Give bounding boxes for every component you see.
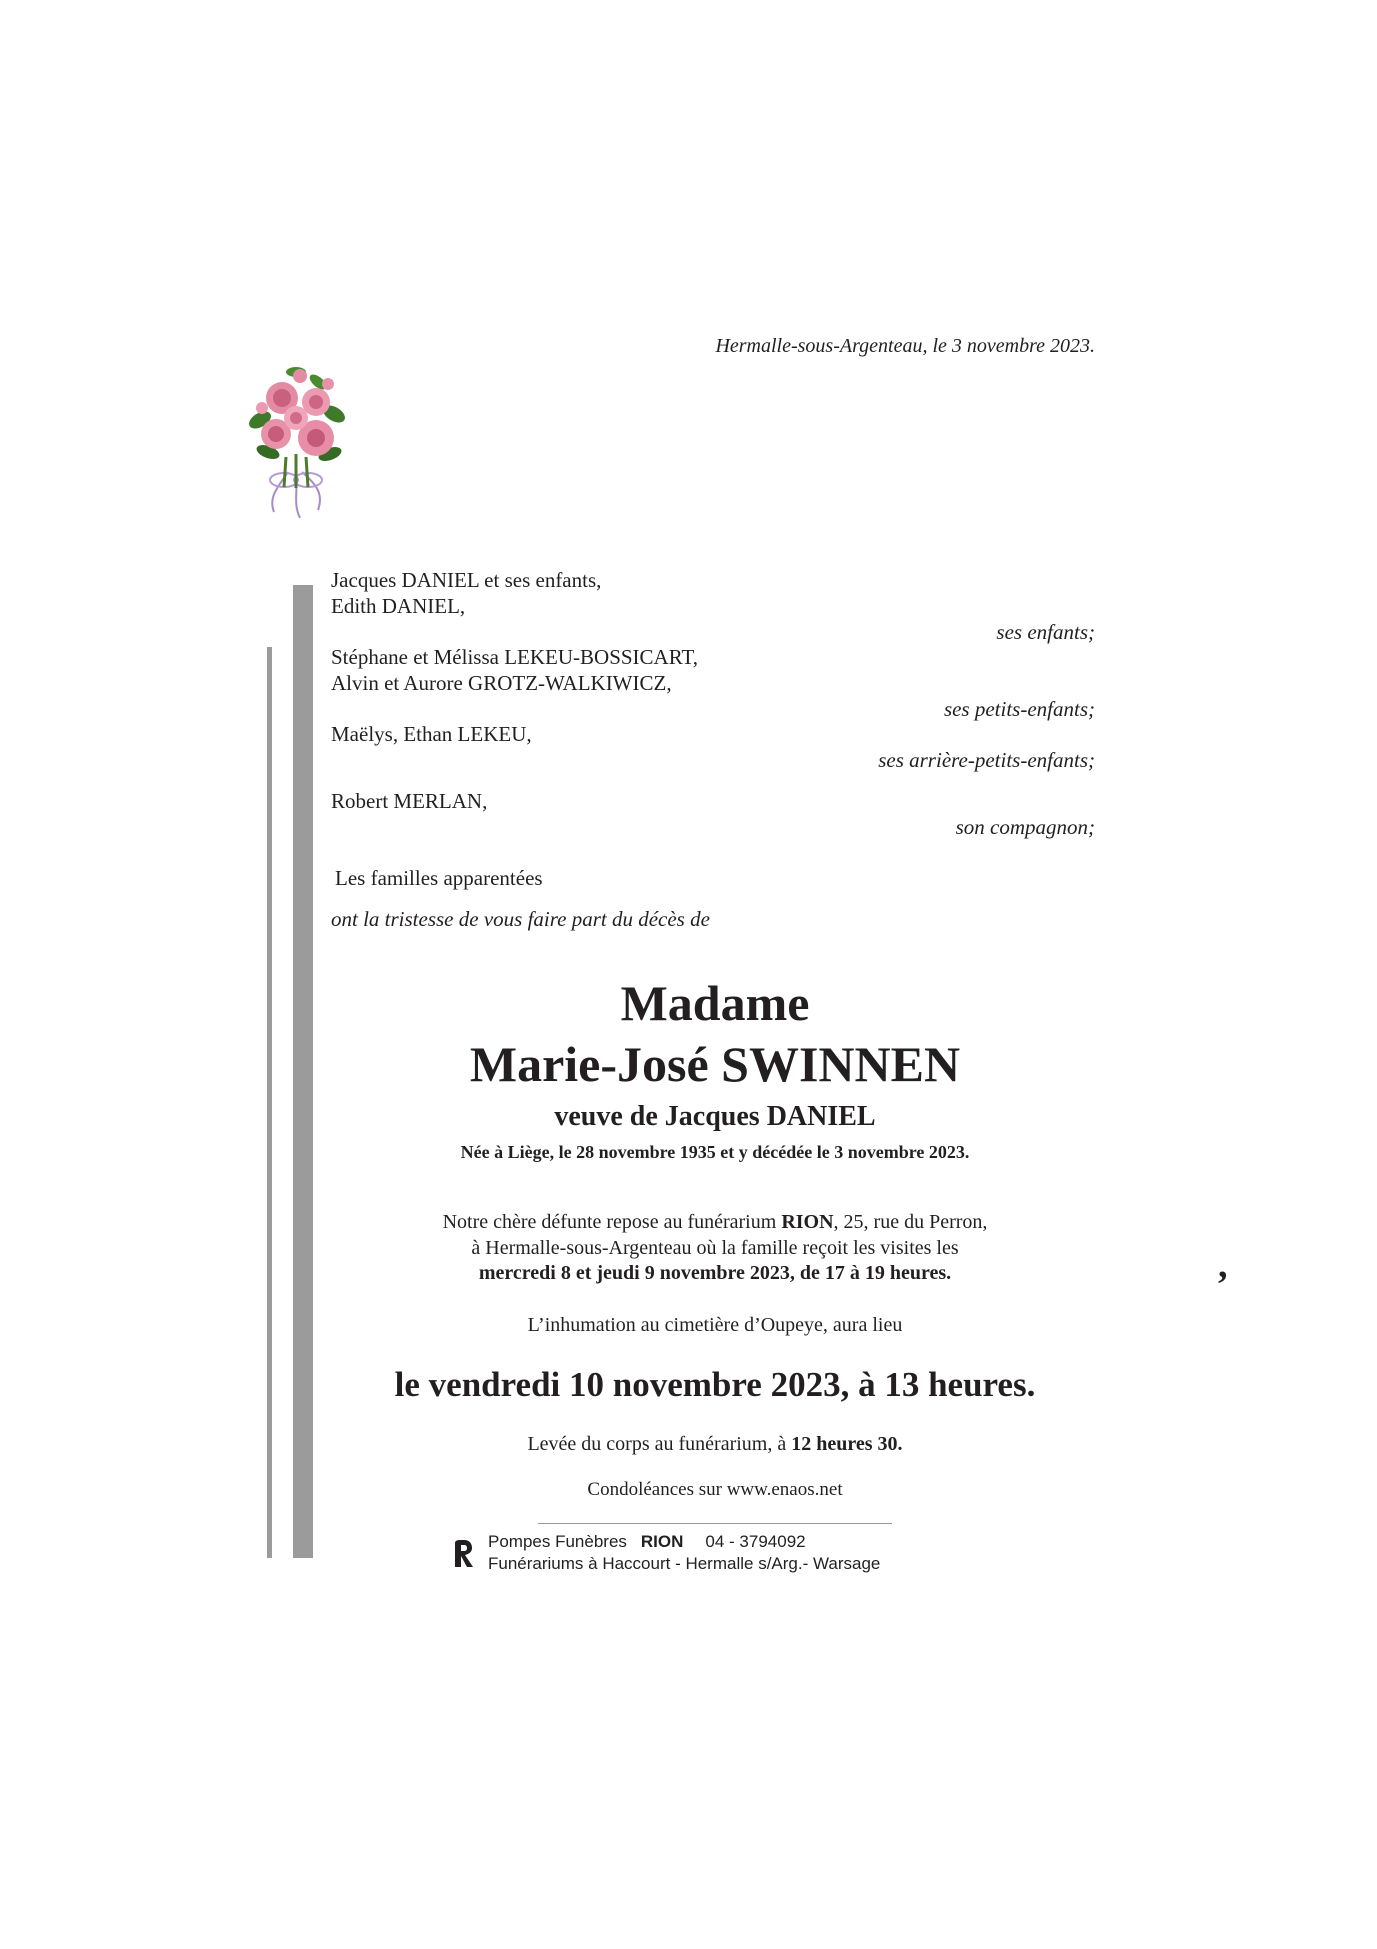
- rion-logo-icon: [452, 1539, 476, 1569]
- announcement: ont la tristesse de vous faire part du décès de: [331, 907, 710, 931]
- stray-comma: ,: [1218, 1244, 1228, 1286]
- burial-intro: L’inhumation au cimetière d’Oupeye, aura lieu: [527, 1314, 903, 1336]
- role-greatgrandchildren: ses arrière-petits-enfants;: [878, 748, 1095, 772]
- family-line-1: Jacques DANIEL et ses enfants,: [331, 568, 602, 592]
- role-children: ses enfants;: [996, 620, 1095, 644]
- deceased-title: Madame: [620, 975, 810, 1031]
- place-date: Hermalle-sous-Argenteau, le 3 novembre 2023.: [715, 335, 1095, 357]
- family-line-4: Alvin et Aurore GROTZ-WALKIWICZ,: [331, 671, 672, 695]
- burial-date: le vendredi 10 novembre 2023, à 13 heures.: [394, 1365, 1036, 1404]
- deceased-name: Marie-José SWINNEN: [469, 1036, 961, 1092]
- rose-bouquet-icon: [238, 362, 356, 522]
- funeral-home-line-1: Pompes Funèbres RION 04 - 3794092: [488, 1532, 806, 1551]
- visit-line-1: Notre chère défunte repose au funérarium RION, 25, rue du Perron,: [442, 1211, 988, 1233]
- footer-separator: [538, 1523, 892, 1524]
- family-line-7: Les familles apparentées: [335, 866, 543, 890]
- levee-line: Levée du corps au funérarium, à 12 heures 30.: [527, 1433, 903, 1455]
- family-line-6: Robert MERLAN,: [331, 789, 488, 813]
- role-companion: son compagnon;: [955, 815, 1095, 839]
- family-line-5: Maëlys, Ethan LEKEU,: [331, 722, 532, 746]
- condolences: Condoléances sur www.enaos.net: [587, 1479, 843, 1500]
- visit-line-3: mercredi 8 et jeudi 9 novembre 2023, de 17 à 19 heures.: [478, 1262, 952, 1284]
- role-grandchildren: ses petits-enfants;: [943, 697, 1095, 721]
- visit-line-2: à Hermalle-sous-Argenteau où la famille reçoit les visites les: [471, 1237, 959, 1259]
- family-line-3: Stéphane et Mélissa LEKEU-BOSSICART,: [331, 645, 698, 669]
- family-line-2: Edith DANIEL,: [331, 594, 466, 618]
- decorative-bar-thin: [267, 647, 272, 1558]
- widow-of: veuve de Jacques DANIEL: [554, 1101, 876, 1132]
- birth-death-dates: Née à Liège, le 28 novembre 1935 et y décédée le 3 novembre 2023.: [460, 1142, 970, 1162]
- funeral-home-line-2: Funérariums à Haccourt - Hermalle s/Arg.- Warsage: [488, 1554, 881, 1573]
